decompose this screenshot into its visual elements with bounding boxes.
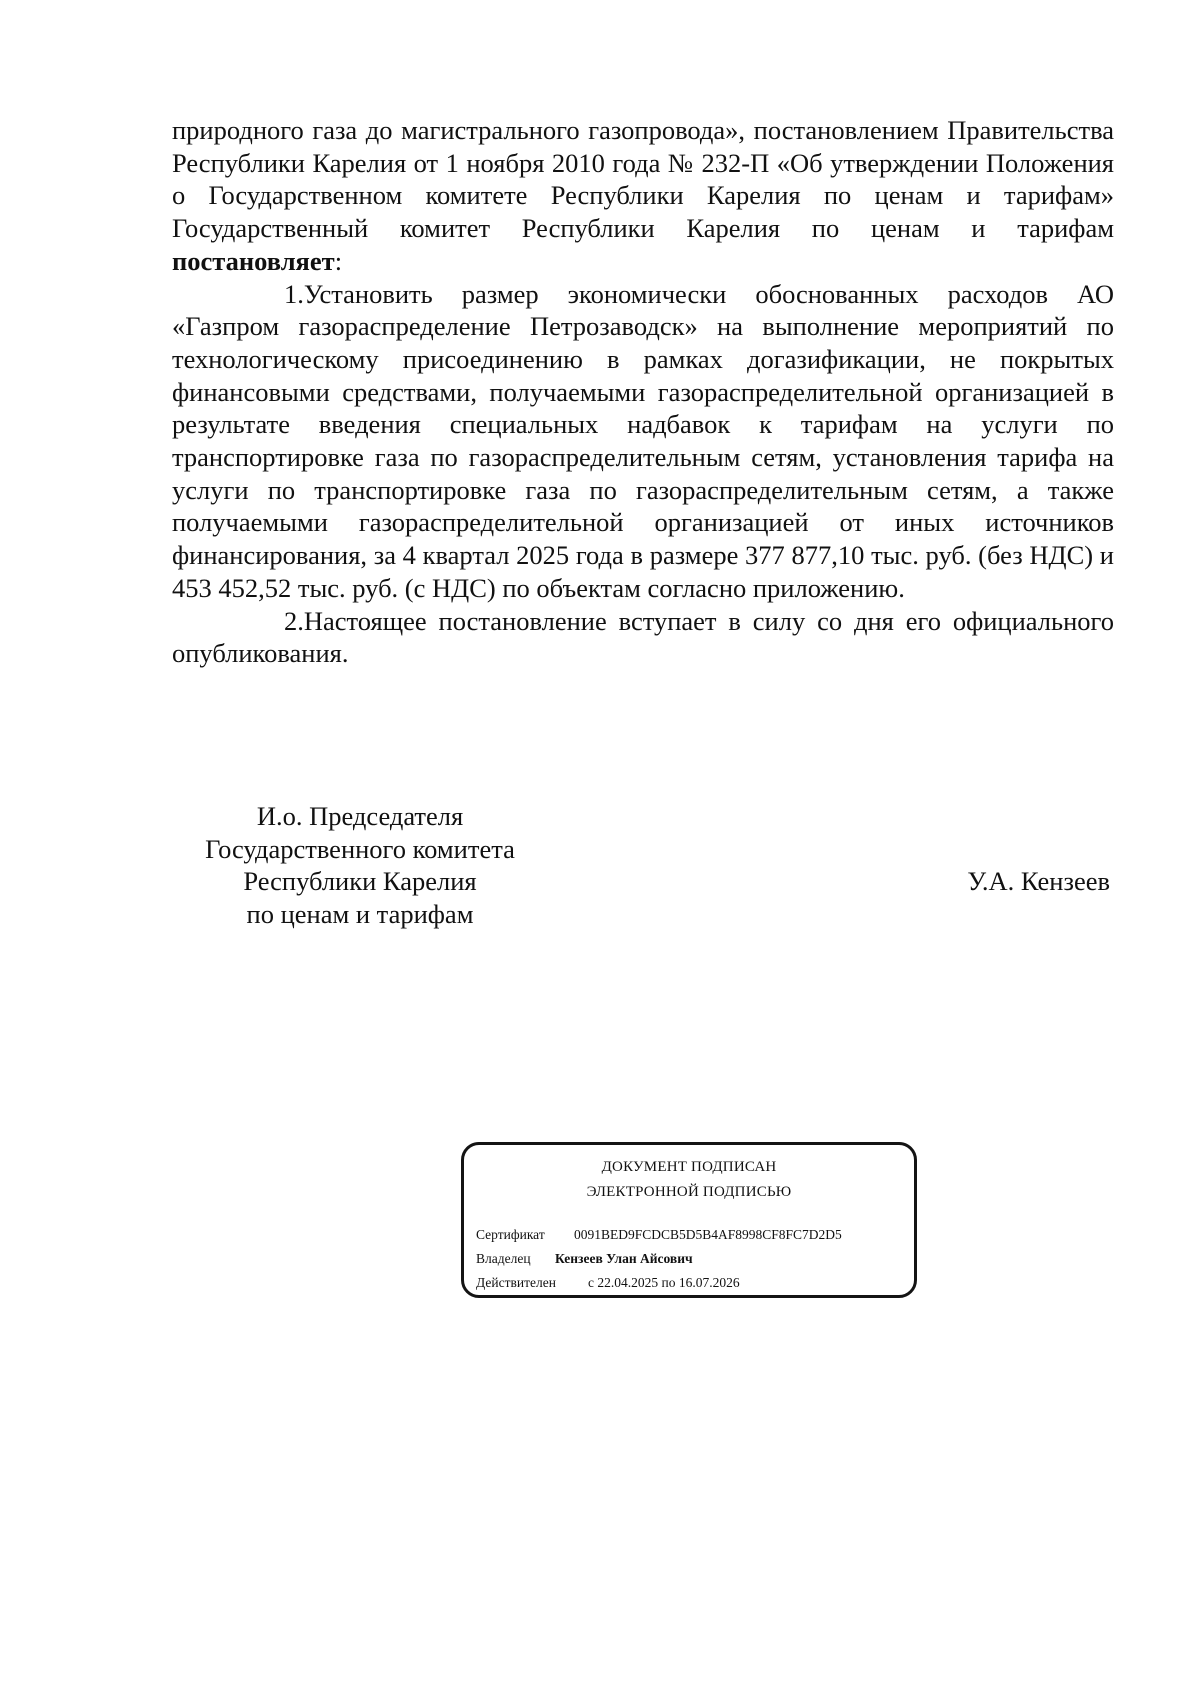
signer-position [180,800,540,931]
signer-position-line: И.о. Председателя [256,801,464,831]
certificate-label: Сертификат [476,1227,545,1242]
clause-1 [172,278,1114,605]
intro-colon: : [334,245,343,276]
stamp-heading-line: ЭЛЕКТРОННОЙ ПОДПИСЬЮ [586,1184,792,1200]
decree-keyword: постановляет [172,245,335,276]
document-body [172,114,1114,670]
clause-2-number: 2. [284,605,304,636]
intro-paragraph [172,114,1114,278]
signer-position-line: Государственного комитета [205,833,515,864]
stamp-heading [464,1155,914,1205]
validity-label: Действителен [476,1275,556,1290]
stamp-heading-line: ДОКУМЕНТ ПОДПИСАН [601,1159,777,1175]
signer-name: У.А. Кензеев [967,866,1110,896]
stamp-details [476,1223,842,1295]
signer-position-line: по ценам и тарифам [246,899,474,930]
stamp-certificate-row [476,1223,842,1247]
clause-2 [172,605,1114,670]
stamp-owner-row [476,1247,842,1271]
owner-label: Владелец [476,1251,531,1266]
intro-text: природного газа до магистрального газопровода», постановлением Правительства Республики Карелия от 1 ноября 2010 года № 232-П «Об утверждении Положения о Государственном комитете Республики Карелия по ценам и тарифам» Государственный комитет Республики Карелия по ценам и тарифам [172,115,1114,244]
stamp-validity-row [476,1271,842,1295]
certificate-value: 0091BED9FCDCB5D5B4AF8998CF8FC7D2D5 [574,1227,842,1242]
clause-2-text: Настоящее постановление вступает в силу со дня его официального опубликования. [172,605,1114,669]
validity-value: с 22.04.2025 по 16.07.2026 [588,1275,740,1290]
clause-1-text: Установить размер экономически обоснованных расходов АО «Газпром газораспределение Петрозаводск» на выполнение мероприятий по технологическому присоединению в рамках догазификации, не покрытых финансовыми средствами, получаемыми газораспределительной организацией в результате введения специальных надбавок к тарифам на услуги по транспортировке газа по газораспределительным сетям, установления тарифа на услуги по транспортировке газа по газораспределительным сетям, а также получаемыми газораспределительной организацией от иных источников финансирования, за 4 квартал 2025 года в размере 377 877,10 тыс. руб. (без НДС) и 453 452,52 тыс. руб. (с НДС) по объектам согласно приложению. [172,278,1114,603]
signer-position-line: Республики Карелия [243,866,477,897]
clause-1-number: 1. [284,278,304,309]
owner-value: Кензеев Улан Айсович [555,1251,693,1266]
electronic-signature-stamp [461,1142,917,1298]
